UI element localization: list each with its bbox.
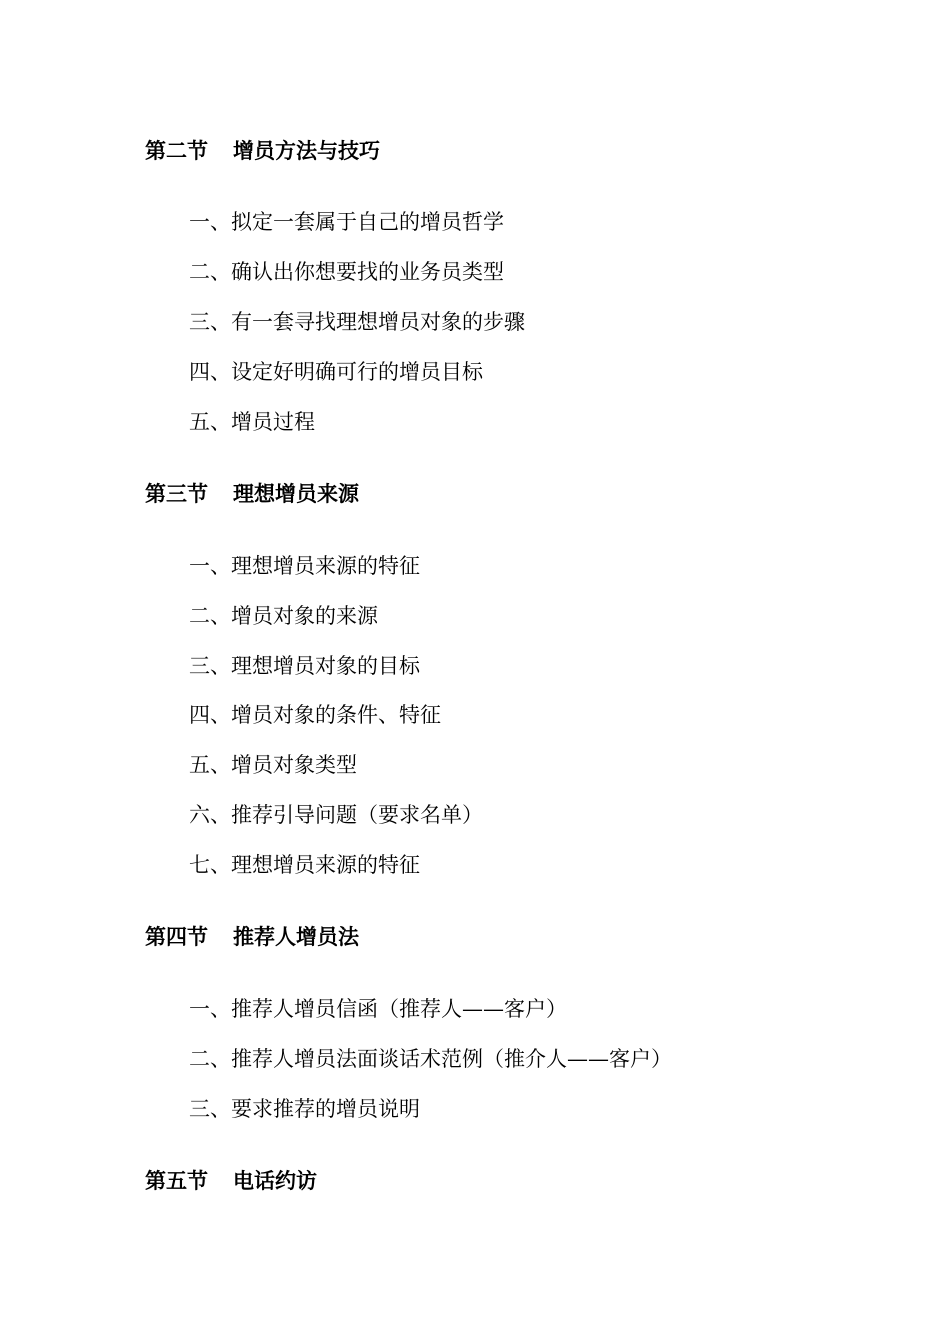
list-item: 二、增员对象的来源: [189, 604, 378, 628]
list-item: 五、增员过程: [189, 410, 315, 434]
section-title: 理想增员来源: [233, 481, 359, 506]
section-title: 电话约访: [233, 1168, 317, 1193]
list-item: 四、设定好明确可行的增员目标: [189, 360, 483, 384]
section-title: 增员方法与技巧: [233, 138, 380, 163]
section-number: 第四节: [145, 924, 208, 949]
section-heading-5: [145, 1167, 317, 1195]
list-item: 四、增员对象的条件、特征: [189, 703, 441, 727]
list-item: 一、拟定一套属于自己的增员哲学: [189, 210, 504, 234]
list-item: 六、推荐引导问题（要求名单）: [189, 803, 483, 827]
list-item: 五、增员对象类型: [189, 753, 357, 777]
list-item: 七、理想增员来源的特征: [189, 853, 420, 877]
section-number: 第三节: [145, 481, 208, 506]
section-heading-3: [145, 480, 359, 508]
list-item: 三、要求推荐的增员说明: [189, 1097, 420, 1121]
section-title: 推荐人增员法: [233, 924, 359, 949]
list-item: 三、有一套寻找理想增员对象的步骤: [189, 310, 525, 334]
section-number: 第二节: [145, 138, 208, 163]
list-item: 二、推荐人增员法面谈话术范例（推介人——客户）: [189, 1047, 672, 1071]
section-number: 第五节: [145, 1168, 208, 1193]
list-item: 一、理想增员来源的特征: [189, 554, 420, 578]
section-heading-2: [145, 137, 380, 165]
list-item: 三、理想增员对象的目标: [189, 654, 420, 678]
list-item: 一、推荐人增员信函（推荐人——客户）: [189, 997, 567, 1021]
list-item: 二、确认出你想要找的业务员类型: [189, 260, 504, 284]
section-heading-4: [145, 923, 359, 951]
